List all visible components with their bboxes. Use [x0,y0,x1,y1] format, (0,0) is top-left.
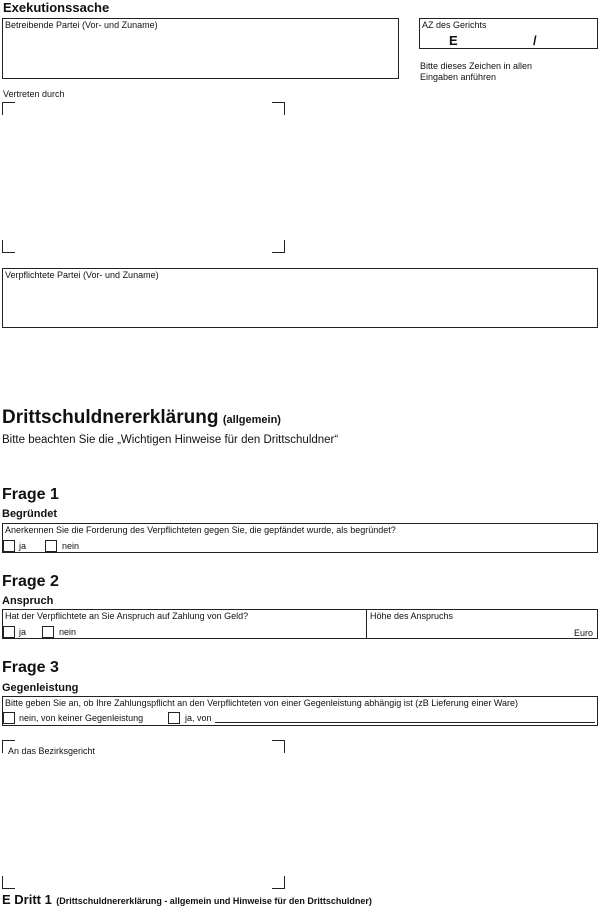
declaration-note: Bitte beachten Sie die „Wichtigen Hinweise für den Drittschuldner“ [2,434,339,446]
corner-mark [272,240,285,253]
frage3-yes-input-line[interactable] [215,722,595,723]
az-note-line1: Bitte dieses Zeichen in allen [420,61,533,71]
frage2-heading: Frage 2 [2,573,59,590]
footer-description: (Drittschuldnererklärung - allgemein und Hinweise für den Drittschuldner) [56,896,372,906]
verpflichtete-partei-field[interactable] [2,268,598,328]
az-field[interactable] [419,18,598,49]
corner-mark [272,876,285,889]
vertreten-label: Vertreten durch [3,89,65,99]
az-note-line2: Eingaben anführen [420,72,497,82]
corner-mark [272,740,285,753]
az-slash: / [533,33,537,48]
frage1-no-checkbox[interactable] [45,540,57,552]
declaration-title-suffix: (allgemein) [222,414,281,426]
address-label: An das Bezirksgericht [8,746,96,756]
frage1-box [2,523,598,553]
betreibende-partei-field[interactable] [2,18,399,79]
declaration-heading [2,407,281,429]
frage3-yes-label: ja, von [185,713,212,723]
frage3-no-checkbox[interactable] [3,712,15,724]
form-title: Exekutionssache [3,0,110,15]
frage2-yes-label: ja [19,627,27,637]
verpflichtete-partei-label: Verpflichtete Partei (Vor- und Zuname) [5,270,159,280]
frage1-yes-checkbox[interactable] [3,540,15,552]
corner-mark [2,102,15,115]
az-letter: E [449,33,458,48]
corner-mark [2,876,15,889]
az-label: AZ des Gerichts [422,20,487,30]
frage3-subheading: Gegenleistung [2,682,79,694]
frage2-amount-label: Höhe des Anspruchs [370,611,454,621]
frage2-no-label: nein [59,627,77,637]
frage1-yes-label: ja [19,541,27,551]
frage3-question: Bitte geben Sie an, ob Ihre Zahlungspflicht an den Verpflichteten von einer Gegenleistung abhängig ist (zB Lieferung einer Ware) [5,698,518,708]
frage2-amount-input[interactable] [367,620,597,638]
declaration-title: Drittschuldnererklärung [2,407,219,428]
frage2-yes-checkbox[interactable] [3,626,15,638]
frage1-question: Anerkennen Sie die Forderung des Verpflichteten gegen Sie, die gepfändet wurde, als begründet? [5,525,396,535]
frage3-heading: Frage 3 [2,659,59,676]
frage1-heading: Frage 1 [2,486,59,503]
betreibende-partei-label: Betreibende Partei (Vor- und Zuname) [5,20,158,30]
frage3-no-label: nein, von keiner Gegenleistung [19,713,144,723]
frage2-currency: Euro [574,628,594,638]
footer [2,891,372,909]
frage1-subheading: Begründet [2,508,57,520]
frage3-yes-checkbox[interactable] [168,712,180,724]
frage2-question: Hat der Verpflichtete an Sie Anspruch auf Zahlung von Geld? [5,611,249,621]
corner-mark [2,240,15,253]
frage2-subheading: Anspruch [2,595,54,607]
frage2-no-checkbox[interactable] [42,626,54,638]
frage1-no-label: nein [62,541,80,551]
footer-code: E Dritt 1 [2,892,52,907]
corner-mark [272,102,285,115]
